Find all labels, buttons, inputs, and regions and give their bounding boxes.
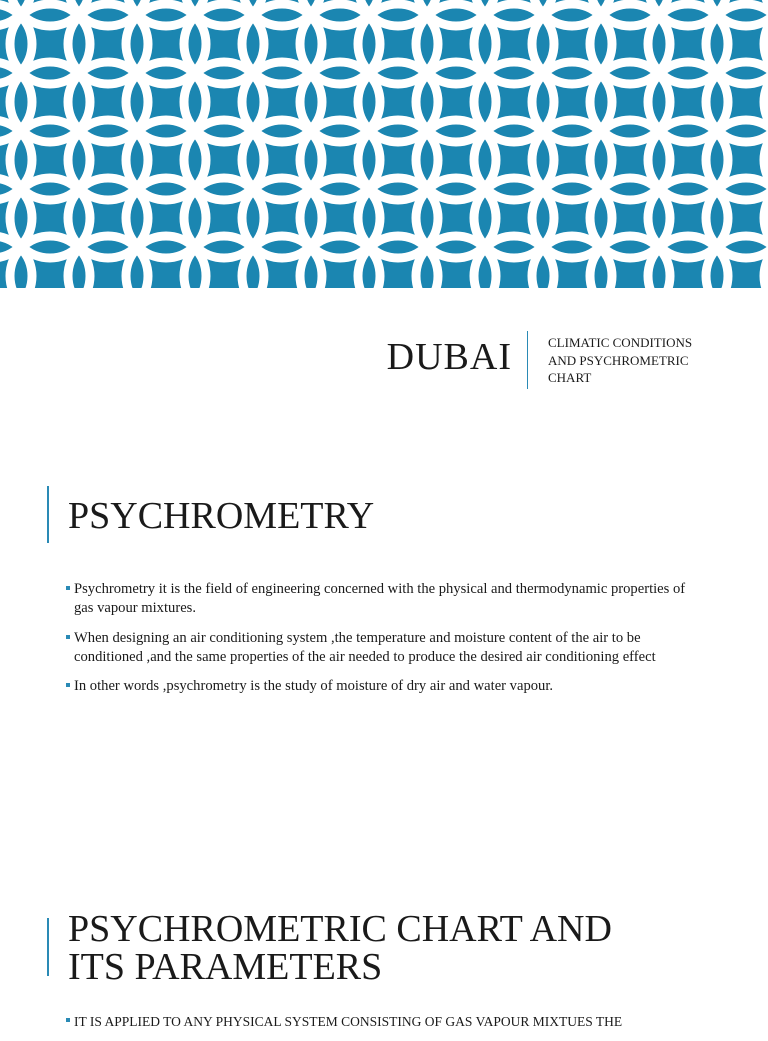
- bullet-item: When designing an air conditioning system ,the temperature and moisture content of the air to be conditioned ,and the same properties of the air needed to produce the desired air conditioning effect: [66, 629, 686, 668]
- bullet-list: [66, 1012, 766, 1041]
- bullet-item: In other words ,psychrometry is the study of moisture of dry air and water vapour.: [66, 677, 686, 696]
- slide-heading-psychrometric-chart: [68, 910, 612, 986]
- bullet-item: Psychrometry it is the field of engineering concerned with the physical and thermodynamic properties of gas vapour mixtures.: [66, 580, 686, 619]
- heading-accent-bar: [47, 486, 49, 543]
- heading-line: ITS PARAMETERS: [68, 946, 383, 988]
- title-divider: [527, 331, 528, 389]
- subtitle-line: AND PSYCHROMETRIC: [548, 352, 689, 368]
- bullet-list: [66, 580, 686, 706]
- heading-line: PSYCHROMETRIC CHART AND: [68, 908, 612, 950]
- presentation-title: DUBAI: [386, 336, 512, 378]
- presentation-subtitle: [548, 334, 748, 387]
- heading-accent-bar: [47, 918, 49, 976]
- decorative-pattern-header: [0, 0, 768, 288]
- slide-heading-psychrometry: PSYCHROMETRY: [68, 495, 375, 537]
- subtitle-line: CLIMATIC CONDITIONS: [548, 335, 693, 350]
- bullet-item: IT IS APPLIED TO ANY PHYSICAL SYSTEM CONSISTING OF GAS VAPOUR MIXTUES THE: [66, 1012, 766, 1031]
- subtitle-line: CHART: [548, 370, 592, 385]
